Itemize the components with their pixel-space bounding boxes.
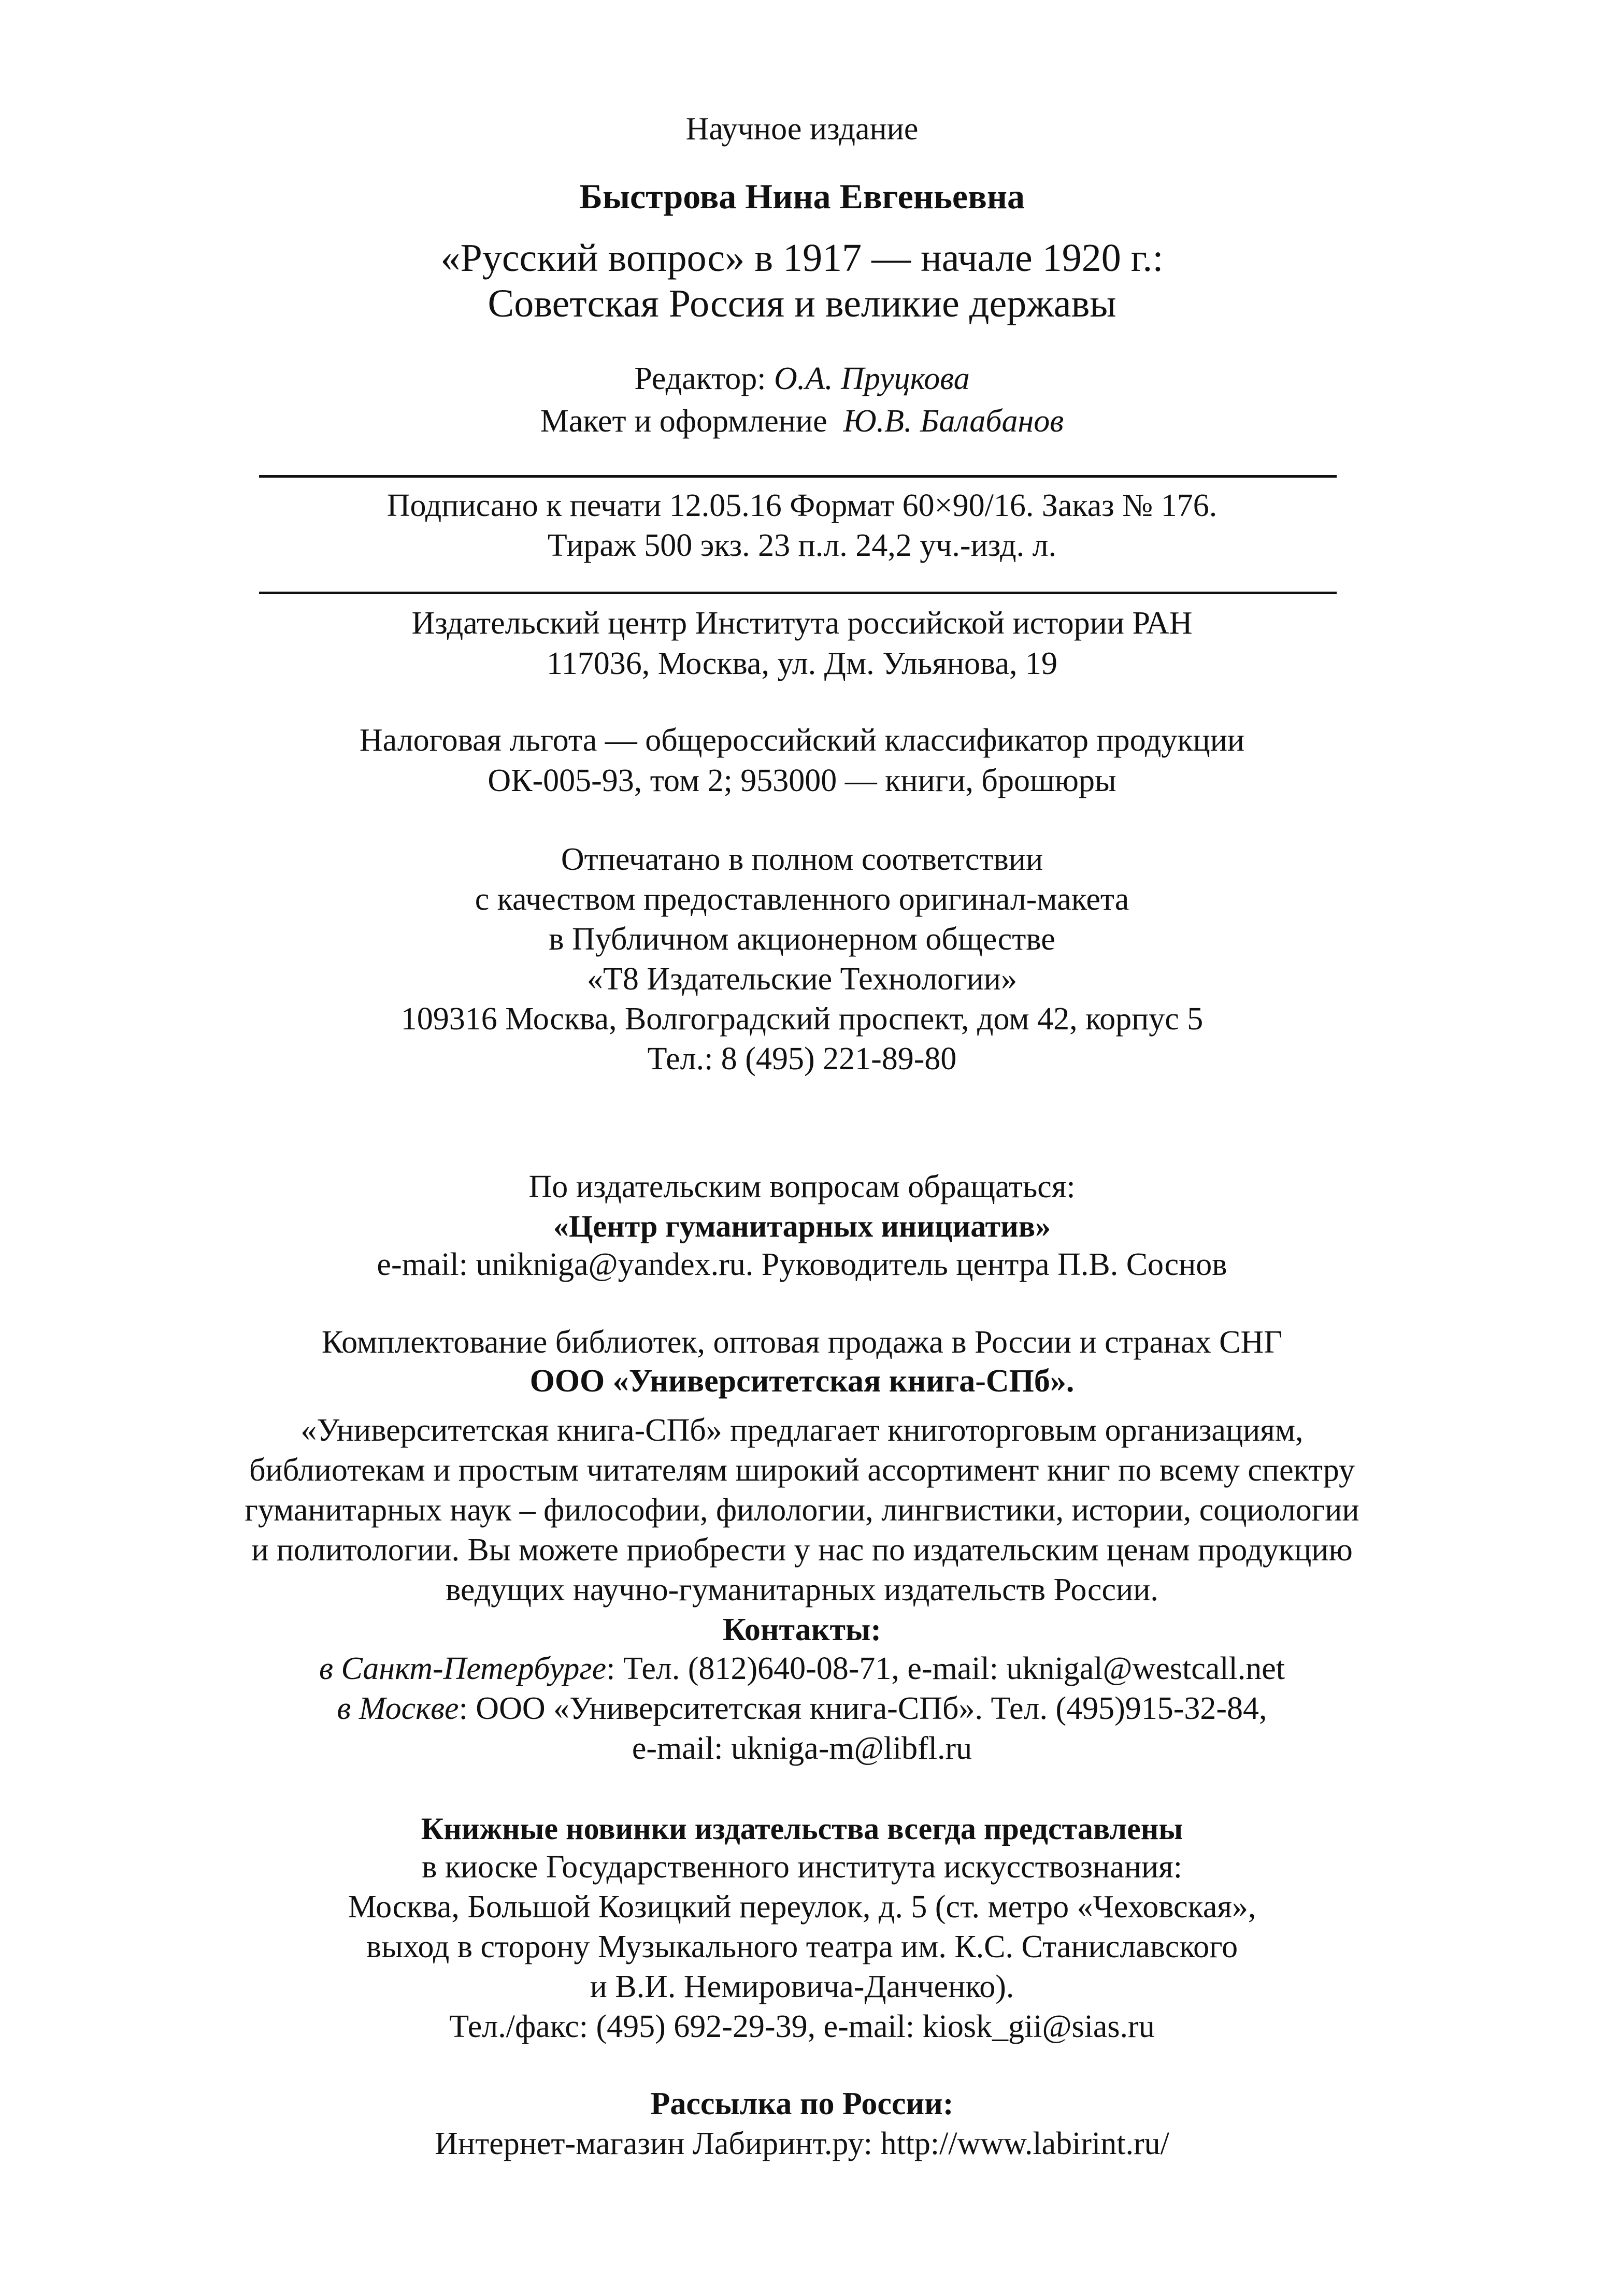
publisher-address: 117036, Москва, ул. Дм. Ульянова, 19 (547, 646, 1057, 681)
distribution-line-1: Комплектование библиотек, оптовая продажа в России и странах СНГ (321, 1325, 1283, 1360)
inquiries-contact: e-mail: unikniga@yandex.ru. Руководитель центра П.В. Соснов (377, 1247, 1227, 1282)
distribution-desc-5: ведущих научно-гуманитарных издательств России. (446, 1572, 1158, 1608)
print-info-line-2: Тираж 500 экз. 23 п.л. 24,2 уч.-изд. л. (547, 528, 1057, 563)
author-name: Быстрова Нина Евгеньевна (579, 177, 1025, 216)
layout-line (0, 405, 1604, 437)
book-title-line-2: Советская Россия и великие державы (488, 282, 1116, 325)
contacts-msk (0, 1692, 1604, 1725)
kiosk-phone: Тел./факс: (495) 692-29-39, e-mail: kiosk_gii@sias.ru (449, 2009, 1155, 2044)
contacts-spb-text: : Тел. (812)640-08-71, e-mail: uknigal@westcall.net (606, 1651, 1285, 1686)
contacts-spb (0, 1653, 1604, 1685)
editor-label: Редактор: (634, 361, 766, 396)
contacts-msk-label: в Москве (337, 1691, 459, 1726)
mailing-heading: Рассылка по России: (650, 2086, 954, 2121)
publisher-name: Издательский центр Института российской истории РАН (411, 606, 1193, 641)
distribution-desc-1: «Университетская книга-СПб» предлагает книготорговым организациям, (300, 1413, 1304, 1448)
layout-label: Макет и оформление (540, 404, 827, 439)
contacts-spb-label: в Санкт-Петербурге (319, 1651, 607, 1686)
printing-line-1: Отпечатано в полном соответствии (561, 842, 1043, 877)
contacts-heading: Контакты: (722, 1612, 882, 1647)
kiosk-heading: Книжные новинки издательства всегда представлены (421, 1812, 1183, 1846)
edition-type: Научное издание (685, 111, 919, 147)
kiosk-line-4: и В.И. Немировича-Данченко). (590, 1969, 1014, 2004)
tax-line-2: ОК-005-93, том 2; 953000 — книги, брошюры (488, 763, 1116, 798)
kiosk-line-2: Москва, Большой Козицкий переулок, д. 5 (ст. метро «Чеховская», (348, 1889, 1256, 1925)
tax-line-1: Налоговая льгота — общероссийский классификатор продукции (359, 723, 1245, 758)
distribution-org: ООО «Университетская книга-СПб». (529, 1364, 1075, 1399)
kiosk-line-1: в киоске Государственного института искусствознания: (422, 1849, 1182, 1885)
divider-rule-bottom (259, 592, 1337, 594)
inquiries-org: «Центр гуманитарных инициатив» (553, 1209, 1051, 1243)
editor-name: О.А. Пруцкова (774, 361, 970, 396)
printing-line-3: в Публичном акционерном обществе (549, 922, 1055, 957)
contacts-msk-text: : ООО «Университетская книга-СПб». Тел. (495)915-32-84, (459, 1691, 1267, 1726)
kiosk-line-3: выход в сторону Музыкального театра им. К.С. Станиславского (366, 1929, 1238, 1964)
contacts-msk-email: e-mail: ukniga-m@libfl.ru (632, 1731, 972, 1766)
editor-line (0, 363, 1604, 395)
layout-name: Ю.В. Балабанов (843, 404, 1064, 439)
printing-line-5: 109316 Москва, Волгоградский проспект, дом 42, корпус 5 (400, 1001, 1204, 1037)
printing-phone: Тел.: 8 (495) 221-89-80 (647, 1041, 957, 1077)
distribution-desc-2: библиотекам и простым читателям широкий ассортимент книг по всему спектру (249, 1453, 1355, 1488)
book-title-line-1: «Русский вопрос» в 1917 — начале 1920 г.: (440, 236, 1164, 280)
divider-rule-top (259, 475, 1337, 478)
print-info-line-1: Подписано к печати 12.05.16 Формат 60×90/16. Заказ № 176. (386, 488, 1218, 523)
mailing-line-1: Интернет-магазин Лабиринт.ру: http://www.labirint.ru/ (435, 2126, 1169, 2161)
inquiries-line-1: По издательским вопросам обращаться: (528, 1169, 1076, 1204)
printing-line-2: с качеством предоставленного оригинал-макета (475, 882, 1129, 917)
distribution-desc-3: гуманитарных наук – философии, филологии, лингвистики, истории, социологии (245, 1493, 1359, 1528)
printing-line-4: «Т8 Издательские Технологии» (587, 962, 1017, 997)
distribution-desc-4: и политологии. Вы можете приобрести у нас по издательским ценам продукцию (251, 1532, 1353, 1568)
